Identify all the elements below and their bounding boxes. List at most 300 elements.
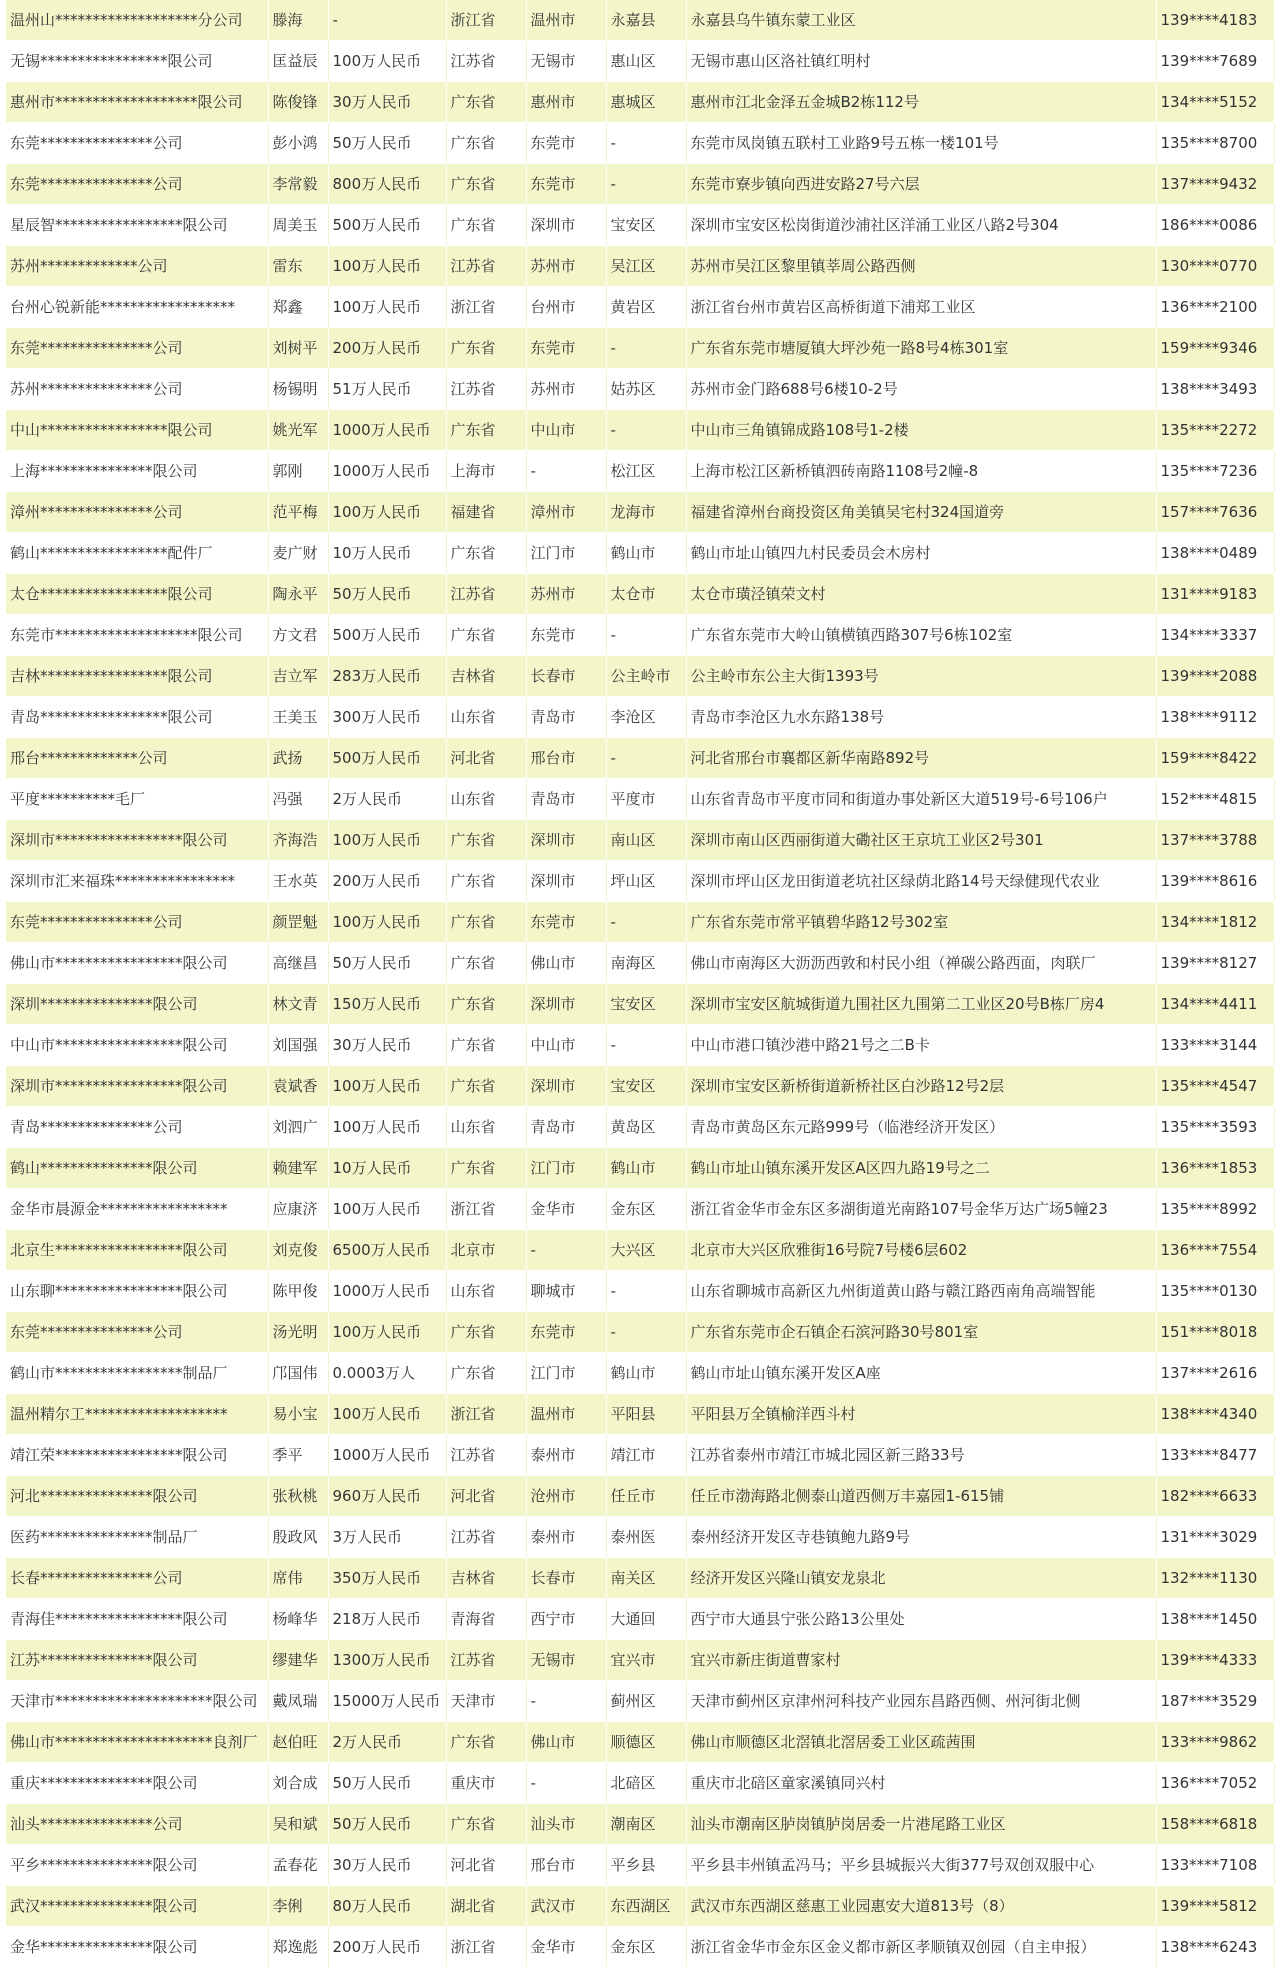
company-name-cell: 苏州***************公司 [6, 369, 268, 410]
contact-name-cell: 郭刚 [268, 451, 328, 492]
capital-cell: 50万人民币 [328, 574, 446, 615]
contact-name-cell: 汤光明 [268, 1312, 328, 1353]
contact-name-cell: 赵伯旺 [268, 1722, 328, 1763]
district-cell: 松江区 [606, 451, 686, 492]
contact-name-cell: 杨锡明 [268, 369, 328, 410]
city-cell: 金华市 [526, 1927, 606, 1968]
city-cell: 东莞市 [526, 164, 606, 205]
phone-cell: 138****1450 [1156, 1599, 1274, 1640]
province-cell: 吉林省 [446, 1558, 526, 1599]
province-cell: 江苏省 [446, 369, 526, 410]
district-cell: 金东区 [606, 1927, 686, 1968]
contact-name-cell: 周美玉 [268, 205, 328, 246]
city-cell: 苏州市 [526, 369, 606, 410]
table-row [6, 1107, 1274, 1148]
address-cell: 任丘市渤海路北侧泰山道西侧万丰嘉园1-615铺 [686, 1476, 1156, 1517]
company-name-cell: 邢台*************公司 [6, 738, 268, 779]
table-row [6, 451, 1274, 492]
table-row [6, 82, 1274, 123]
contact-name-cell: 陈甲俊 [268, 1271, 328, 1312]
district-cell: 蓟州区 [606, 1681, 686, 1722]
city-cell: 沧州市 [526, 1476, 606, 1517]
city-cell: 汕头市 [526, 1804, 606, 1845]
district-cell: - [606, 123, 686, 164]
phone-cell: 137****9432 [1156, 164, 1274, 205]
company-name-cell: 深圳市*****************限公司 [6, 1066, 268, 1107]
phone-cell: 135****8992 [1156, 1189, 1274, 1230]
province-cell: 广东省 [446, 984, 526, 1025]
capital-cell: 500万人民币 [328, 738, 446, 779]
phone-cell: 139****7689 [1156, 41, 1274, 82]
company-name-cell: 深圳市汇来福珠**************** [6, 861, 268, 902]
company-table [6, 0, 1275, 1968]
address-cell: 深圳市南山区西丽街道大磡社区王京坑工业区2号301 [686, 820, 1156, 861]
district-cell: 大通回 [606, 1599, 686, 1640]
district-cell: 宝安区 [606, 984, 686, 1025]
district-cell: - [606, 1025, 686, 1066]
capital-cell: 100万人民币 [328, 902, 446, 943]
district-cell: - [606, 615, 686, 656]
city-cell: 中山市 [526, 410, 606, 451]
capital-cell: 51万人民币 [328, 369, 446, 410]
district-cell: - [606, 902, 686, 943]
company-name-cell: 北京生*****************限公司 [6, 1230, 268, 1271]
company-name-cell: 东莞***************公司 [6, 1312, 268, 1353]
capital-cell: 15000万人民币 [328, 1681, 446, 1722]
city-cell: - [526, 451, 606, 492]
table-row [6, 1394, 1274, 1435]
company-name-cell: 河北***************限公司 [6, 1476, 268, 1517]
district-cell: 南山区 [606, 820, 686, 861]
city-cell: 苏州市 [526, 574, 606, 615]
city-cell: 青岛市 [526, 1107, 606, 1148]
phone-cell: 135****0130 [1156, 1271, 1274, 1312]
city-cell: - [526, 1681, 606, 1722]
province-cell: 广东省 [446, 615, 526, 656]
address-cell: 天津市蓟州区京津州河科技产业园东昌路西侧、州河街北侧 [686, 1681, 1156, 1722]
contact-name-cell: 范平梅 [268, 492, 328, 533]
table-row [6, 1189, 1274, 1230]
district-cell: 南海区 [606, 943, 686, 984]
table-row [6, 205, 1274, 246]
province-cell: 广东省 [446, 164, 526, 205]
table-row [6, 1599, 1274, 1640]
table-row [6, 1640, 1274, 1681]
capital-cell: 0.0003万人 [328, 1353, 446, 1394]
capital-cell: 200万人民币 [328, 1927, 446, 1968]
district-cell: - [606, 1271, 686, 1312]
district-cell: 永嘉县 [606, 0, 686, 41]
contact-name-cell: 彭小鸿 [268, 123, 328, 164]
capital-cell: 300万人民币 [328, 697, 446, 738]
province-cell: 浙江省 [446, 1189, 526, 1230]
capital-cell: 1000万人民币 [328, 410, 446, 451]
company-name-cell: 太仓*****************限公司 [6, 574, 268, 615]
table-row [6, 697, 1274, 738]
address-cell: 重庆市北碚区童家溪镇同兴村 [686, 1763, 1156, 1804]
contact-name-cell: 方文君 [268, 615, 328, 656]
district-cell: 宝安区 [606, 1066, 686, 1107]
phone-cell: 138****9112 [1156, 697, 1274, 738]
phone-cell: 135****4547 [1156, 1066, 1274, 1107]
city-cell: 青岛市 [526, 697, 606, 738]
address-cell: 鹤山市址山镇东溪开发区A区四九路19号之二 [686, 1148, 1156, 1189]
phone-cell: 135****8700 [1156, 123, 1274, 164]
contact-name-cell: 席伟 [268, 1558, 328, 1599]
table-row [6, 615, 1274, 656]
contact-name-cell: 李常毅 [268, 164, 328, 205]
company-name-cell: 东莞***************公司 [6, 164, 268, 205]
city-cell: 东莞市 [526, 328, 606, 369]
address-cell: 福建省漳州台商投资区角美镇吴宅村324国道旁 [686, 492, 1156, 533]
address-cell: 广东省东莞市塘厦镇大坪沙苑一路8号4栋301室 [686, 328, 1156, 369]
table-row [6, 410, 1274, 451]
contact-name-cell: 齐海浩 [268, 820, 328, 861]
city-cell: 长春市 [526, 656, 606, 697]
phone-cell: 134****3337 [1156, 615, 1274, 656]
contact-name-cell: 戴凤瑞 [268, 1681, 328, 1722]
contact-name-cell: 郑鑫 [268, 287, 328, 328]
table-row [6, 0, 1274, 41]
province-cell: 天津市 [446, 1681, 526, 1722]
district-cell: 平乡县 [606, 1845, 686, 1886]
company-name-cell: 鹤山***************限公司 [6, 1148, 268, 1189]
table-row [6, 1476, 1274, 1517]
province-cell: 湖北省 [446, 1886, 526, 1927]
company-name-cell: 中山*****************限公司 [6, 410, 268, 451]
company-name-cell: 深圳市*****************限公司 [6, 820, 268, 861]
table-row [6, 820, 1274, 861]
capital-cell: 30万人民币 [328, 1845, 446, 1886]
city-cell: 泰州市 [526, 1517, 606, 1558]
phone-cell: 139****2088 [1156, 656, 1274, 697]
table-row [6, 1353, 1274, 1394]
contact-name-cell: 刘树平 [268, 328, 328, 369]
company-name-cell: 重庆***************限公司 [6, 1763, 268, 1804]
phone-cell: 130****0770 [1156, 246, 1274, 287]
city-cell: 江门市 [526, 1353, 606, 1394]
capital-cell: 2万人民币 [328, 779, 446, 820]
capital-cell: 283万人民币 [328, 656, 446, 697]
table-row [6, 1845, 1274, 1886]
city-cell: - [526, 1763, 606, 1804]
address-cell: 河北省邢台市襄都区新华南路892号 [686, 738, 1156, 779]
capital-cell: 200万人民币 [328, 861, 446, 902]
phone-cell: 135****2272 [1156, 410, 1274, 451]
district-cell: 鹤山市 [606, 533, 686, 574]
table-row [6, 1066, 1274, 1107]
contact-name-cell: 邝国伟 [268, 1353, 328, 1394]
company-name-cell: 武汉***************限公司 [6, 1886, 268, 1927]
table-row [6, 943, 1274, 984]
contact-name-cell: 应康济 [268, 1189, 328, 1230]
phone-cell: 186****0086 [1156, 205, 1274, 246]
table-row [6, 1312, 1274, 1353]
phone-cell: 131****9183 [1156, 574, 1274, 615]
district-cell: 黄岛区 [606, 1107, 686, 1148]
district-cell: 鹤山市 [606, 1148, 686, 1189]
address-cell: 平阳县万全镇榆洋西斗村 [686, 1394, 1156, 1435]
address-cell: 东莞市凤岗镇五联村工业路9号五栋一楼101号 [686, 123, 1156, 164]
city-cell: 佛山市 [526, 943, 606, 984]
company-name-cell: 星辰智*****************限公司 [6, 205, 268, 246]
address-cell: 汕头市潮南区胪岗镇胪岗居委一片港尾路工业区 [686, 1804, 1156, 1845]
capital-cell: 1000万人民币 [328, 451, 446, 492]
capital-cell: 2万人民币 [328, 1722, 446, 1763]
city-cell: 东莞市 [526, 1312, 606, 1353]
contact-name-cell: 颜罡魁 [268, 902, 328, 943]
province-cell: 山东省 [446, 1107, 526, 1148]
address-cell: 惠州市江北金泽五金城B2栋112号 [686, 82, 1156, 123]
capital-cell: 150万人民币 [328, 984, 446, 1025]
contact-name-cell: 孟春花 [268, 1845, 328, 1886]
province-cell: 山东省 [446, 697, 526, 738]
address-cell: 宜兴市新庄街道曹家村 [686, 1640, 1156, 1681]
contact-name-cell: 缪建华 [268, 1640, 328, 1681]
contact-name-cell: 赖建军 [268, 1148, 328, 1189]
company-name-cell: 惠州市*******************限公司 [6, 82, 268, 123]
district-cell: 平度市 [606, 779, 686, 820]
address-cell: 浙江省金华市金东区金义都市新区孝顺镇双创园（自主申报） [686, 1927, 1156, 1968]
district-cell: 金东区 [606, 1189, 686, 1230]
province-cell: 广东省 [446, 1722, 526, 1763]
address-cell: 经济开发区兴隆山镇安龙泉北 [686, 1558, 1156, 1599]
address-cell: 苏州市金门路688号6楼10-2号 [686, 369, 1156, 410]
province-cell: 广东省 [446, 123, 526, 164]
company-name-cell: 温州精尔工******************* [6, 1394, 268, 1435]
province-cell: 江苏省 [446, 1435, 526, 1476]
city-cell: 无锡市 [526, 41, 606, 82]
contact-name-cell: 刘合成 [268, 1763, 328, 1804]
capital-cell: 100万人民币 [328, 820, 446, 861]
table-row [6, 1927, 1274, 1968]
address-cell: 青岛市黄岛区东元路999号（临港经济开发区） [686, 1107, 1156, 1148]
company-name-cell: 东莞***************公司 [6, 123, 268, 164]
table-row [6, 1681, 1274, 1722]
phone-cell: 137****2616 [1156, 1353, 1274, 1394]
district-cell: 李沧区 [606, 697, 686, 738]
contact-name-cell: 林文青 [268, 984, 328, 1025]
company-name-cell: 温州山*******************分公司 [6, 0, 268, 41]
company-name-cell: 台州心锐新能****************** [6, 287, 268, 328]
phone-cell: 134****4411 [1156, 984, 1274, 1025]
company-name-cell: 吉林*****************限公司 [6, 656, 268, 697]
address-cell: 东莞市寮步镇向西进安路27号六层 [686, 164, 1156, 205]
city-cell: 深圳市 [526, 1066, 606, 1107]
district-cell: 北碚区 [606, 1763, 686, 1804]
city-cell: 台州市 [526, 287, 606, 328]
province-cell: 江苏省 [446, 246, 526, 287]
capital-cell: 6500万人民币 [328, 1230, 446, 1271]
address-cell: 苏州市吴江区黎里镇莘周公路西侧 [686, 246, 1156, 287]
company-name-cell: 深圳***************限公司 [6, 984, 268, 1025]
address-cell: 深圳市宝安区新桥街道新桥社区白沙路12号2层 [686, 1066, 1156, 1107]
table-row [6, 369, 1274, 410]
phone-cell: 136****7052 [1156, 1763, 1274, 1804]
capital-cell: 100万人民币 [328, 246, 446, 287]
address-cell: 永嘉县乌牛镇东蒙工业区 [686, 0, 1156, 41]
district-cell: 吴江区 [606, 246, 686, 287]
province-cell: 河北省 [446, 1476, 526, 1517]
city-cell: 武汉市 [526, 1886, 606, 1927]
address-cell: 青岛市李沧区九水东路138号 [686, 697, 1156, 738]
city-cell: 深圳市 [526, 205, 606, 246]
district-cell: 宝安区 [606, 205, 686, 246]
city-cell: 西宁市 [526, 1599, 606, 1640]
district-cell: 平阳县 [606, 1394, 686, 1435]
capital-cell: 800万人民币 [328, 164, 446, 205]
province-cell: 上海市 [446, 451, 526, 492]
contact-name-cell: 郑逸彪 [268, 1927, 328, 1968]
province-cell: 江苏省 [446, 1640, 526, 1681]
district-cell: 大兴区 [606, 1230, 686, 1271]
province-cell: 浙江省 [446, 0, 526, 41]
phone-cell: 137****3788 [1156, 820, 1274, 861]
city-cell: 长春市 [526, 1558, 606, 1599]
company-name-cell: 山东聊*****************限公司 [6, 1271, 268, 1312]
contact-name-cell: 匡益辰 [268, 41, 328, 82]
phone-cell: 152****4815 [1156, 779, 1274, 820]
address-cell: 浙江省台州市黄岩区高桥街道下浦郑工业区 [686, 287, 1156, 328]
table-row [6, 328, 1274, 369]
city-cell: 东莞市 [526, 615, 606, 656]
table-row [6, 779, 1274, 820]
district-cell: 东西湖区 [606, 1886, 686, 1927]
capital-cell: 1300万人民币 [328, 1640, 446, 1681]
province-cell: 广东省 [446, 1312, 526, 1353]
table-row [6, 984, 1274, 1025]
province-cell: 江苏省 [446, 41, 526, 82]
district-cell: 太仓市 [606, 574, 686, 615]
company-name-cell: 东莞***************公司 [6, 902, 268, 943]
contact-name-cell: 麦广财 [268, 533, 328, 574]
contact-name-cell: 易小宝 [268, 1394, 328, 1435]
company-name-cell: 青岛***************公司 [6, 1107, 268, 1148]
capital-cell: 30万人民币 [328, 82, 446, 123]
address-cell: 佛山市南海区大沥沥西敦和村民小组（禅碳公路西面，肉联厂 [686, 943, 1156, 984]
district-cell: - [606, 738, 686, 779]
address-cell: 山东省青岛市平度市同和街道办事处新区大道519号-6号106户 [686, 779, 1156, 820]
phone-cell: 135****7236 [1156, 451, 1274, 492]
phone-cell: 139****8127 [1156, 943, 1274, 984]
address-cell: 平乡县丰州镇孟冯马；平乡县城振兴大街377号双创双服中心 [686, 1845, 1156, 1886]
address-cell: 山东省聊城市高新区九州街道黄山路与赣江路西南角高端智能 [686, 1271, 1156, 1312]
city-cell: 深圳市 [526, 984, 606, 1025]
capital-cell: 350万人民币 [328, 1558, 446, 1599]
province-cell: 广东省 [446, 943, 526, 984]
company-name-cell: 苏州*************公司 [6, 246, 268, 287]
district-cell: 坪山区 [606, 861, 686, 902]
contact-name-cell: 姚光军 [268, 410, 328, 451]
capital-cell: 50万人民币 [328, 123, 446, 164]
city-cell: 苏州市 [526, 246, 606, 287]
capital-cell: 960万人民币 [328, 1476, 446, 1517]
contact-name-cell: 冯强 [268, 779, 328, 820]
address-cell: 中山市三角镇锦成路108号1-2楼 [686, 410, 1156, 451]
phone-cell: 136****2100 [1156, 287, 1274, 328]
phone-cell: 182****6633 [1156, 1476, 1274, 1517]
phone-cell: 136****7554 [1156, 1230, 1274, 1271]
capital-cell: 200万人民币 [328, 328, 446, 369]
district-cell: - [606, 164, 686, 205]
city-cell: 邢台市 [526, 738, 606, 779]
company-name-cell: 中山市*****************限公司 [6, 1025, 268, 1066]
company-name-cell: 汕头***************公司 [6, 1804, 268, 1845]
table-row [6, 1025, 1274, 1066]
table-row [6, 123, 1274, 164]
district-cell: 宜兴市 [606, 1640, 686, 1681]
city-cell: 聊城市 [526, 1271, 606, 1312]
phone-cell: 131****3029 [1156, 1517, 1274, 1558]
address-cell: 鹤山市址山镇四九村民委员会木房村 [686, 533, 1156, 574]
province-cell: 广东省 [446, 820, 526, 861]
table-row [6, 1804, 1274, 1845]
capital-cell: 1000万人民币 [328, 1271, 446, 1312]
phone-cell: 138****0489 [1156, 533, 1274, 574]
district-cell: - [606, 1312, 686, 1353]
contact-name-cell: 王水英 [268, 861, 328, 902]
district-cell: - [606, 328, 686, 369]
table-row [6, 41, 1274, 82]
capital-cell: 80万人民币 [328, 1886, 446, 1927]
province-cell: 浙江省 [446, 287, 526, 328]
contact-name-cell: 刘克俊 [268, 1230, 328, 1271]
district-cell: 鹤山市 [606, 1353, 686, 1394]
province-cell: 青海省 [446, 1599, 526, 1640]
phone-cell: 159****9346 [1156, 328, 1274, 369]
phone-cell: 133****7108 [1156, 1845, 1274, 1886]
phone-cell: 157****7636 [1156, 492, 1274, 533]
phone-cell: 133****3144 [1156, 1025, 1274, 1066]
company-name-cell: 青岛*****************限公司 [6, 697, 268, 738]
province-cell: 吉林省 [446, 656, 526, 697]
contact-name-cell: 王美玉 [268, 697, 328, 738]
contact-name-cell: 吴和斌 [268, 1804, 328, 1845]
address-cell: 西宁市大通县宁张公路13公里处 [686, 1599, 1156, 1640]
contact-name-cell: 李俐 [268, 1886, 328, 1927]
district-cell: 南关区 [606, 1558, 686, 1599]
capital-cell: 500万人民币 [328, 205, 446, 246]
company-name-cell: 上海***************限公司 [6, 451, 268, 492]
company-name-cell: 平度**********毛厂 [6, 779, 268, 820]
contact-name-cell: 滕海 [268, 0, 328, 41]
district-cell: - [606, 410, 686, 451]
phone-cell: 134****1812 [1156, 902, 1274, 943]
city-cell: 漳州市 [526, 492, 606, 533]
address-cell: 深圳市坪山区龙田街道老坑社区绿荫北路14号天绿健现代农业 [686, 861, 1156, 902]
contact-name-cell: 武扬 [268, 738, 328, 779]
company-name-cell: 靖江荣*****************限公司 [6, 1435, 268, 1476]
table-row [6, 861, 1274, 902]
table-row [6, 574, 1274, 615]
province-cell: 广东省 [446, 1804, 526, 1845]
city-cell: 东莞市 [526, 123, 606, 164]
province-cell: 广东省 [446, 410, 526, 451]
capital-cell: 30万人民币 [328, 1025, 446, 1066]
phone-cell: 134****5152 [1156, 82, 1274, 123]
province-cell: 山东省 [446, 779, 526, 820]
company-name-cell: 长春***************公司 [6, 1558, 268, 1599]
city-cell: 江门市 [526, 1148, 606, 1189]
capital-cell: 100万人民币 [328, 41, 446, 82]
province-cell: 河北省 [446, 738, 526, 779]
company-name-cell: 天津市*********************限公司 [6, 1681, 268, 1722]
city-cell: 深圳市 [526, 861, 606, 902]
address-cell: 太仓市璜泾镇荣文村 [686, 574, 1156, 615]
contact-name-cell: 雷东 [268, 246, 328, 287]
city-cell: 无锡市 [526, 1640, 606, 1681]
table-row [6, 1435, 1274, 1476]
